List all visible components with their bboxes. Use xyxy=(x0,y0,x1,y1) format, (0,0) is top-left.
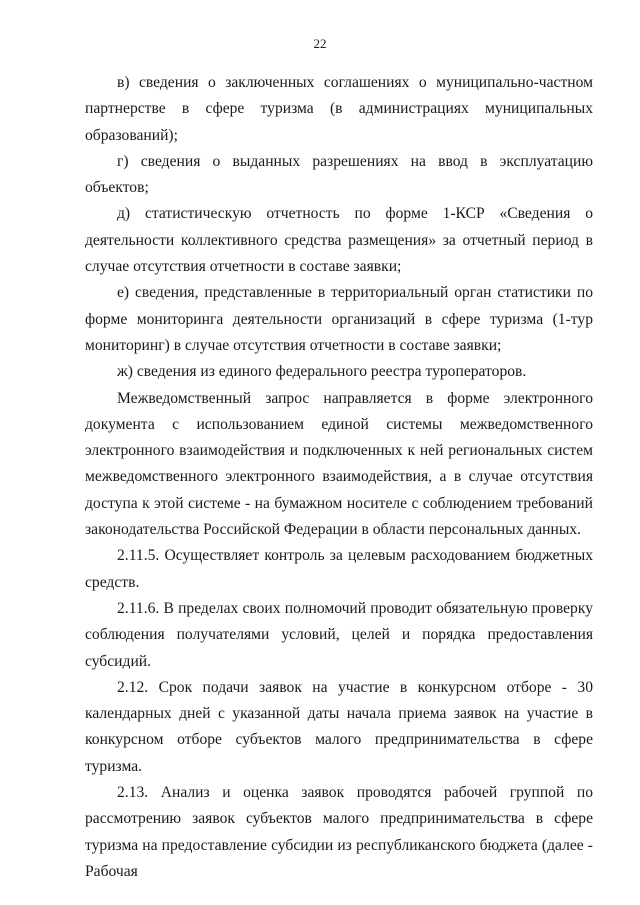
page-number: 22 xyxy=(313,36,327,51)
paragraph-interagency-request: Межведомственный запрос направляется в форме электронного документа с использованием единой системы межведомственного электронного взаимодействия и подключенных к ней региональных систем межведомственного электронного взаимодействия, а в случае отсутствия доступа к этой системе - на бумажном носителе с соблюдением требований законодательства Российской Федерации в области персональных данных. xyxy=(85,389,593,539)
paragraph-item-zh: ж) сведения из единого федерального реестра туроператоров. xyxy=(117,363,527,381)
paragraph-2-11-6: 2.11.6. В пределах своих полномочий проводит обязательную проверку соблюдения получателями условий, целей и порядка предоставления субсидий. xyxy=(85,599,593,670)
paragraph-2-12: 2.12. Срок подачи заявок на участие в конкурсном отборе - 30 календарных дней с указанной даты начала приема заявок на участие в конкурсном отборе субъектов малого предпринимательства в сфере туризма. xyxy=(85,678,593,775)
paragraph-item-e: е) сведения, представленные в территориальный орган статистики по форме мониторинга деятельности организаций в сфере туризма (1-тур мониторинг) в случае отсутствия отчетности в составе заявки; xyxy=(85,284,593,354)
document-body xyxy=(85,70,593,885)
paragraph-2-11-5: 2.11.5. Осуществляет контроль за целевым расходованием бюджетных средств. xyxy=(85,547,593,591)
paragraph-item-d: д) статистическую отчетность по форме 1-КСР «Сведения о деятельности коллективного средства размещения» за отчетный период в случае отсутствия отчетности в составе заявки; xyxy=(85,205,593,276)
paragraph-item-g: г) сведения о выданных разрешениях на ввод в эксплуатацию объектов; xyxy=(85,152,593,197)
paragraph-2-13: 2.13. Анализ и оценка заявок проводятся рабочей группой по рассмотрению заявок субъектов малого предпринимательства в сфере туризма на предоставление субсидии из республиканского бюджета (далее - Рабочая xyxy=(85,784,593,880)
paragraph-item-v: в) сведения о заключенных соглашениях о муниципально-частном партнерстве в сфере туризма (в администрациях муниципальных образований); xyxy=(85,74,593,144)
